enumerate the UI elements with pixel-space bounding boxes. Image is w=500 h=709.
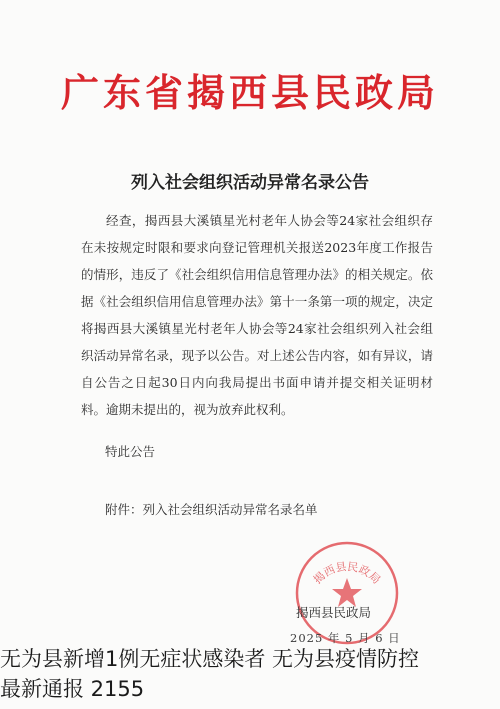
caption-line-1: 无为县新增1例无症状感染者 无为县疫情防控: [0, 647, 420, 671]
body-paragraph: 经查，揭西县大溪镇星光村老年人协会等24家社会组织存在未按规定时限和要求向登记管理机关报送2023年度工作报告的情形，违反了《社会组织信用信息管理办法》的相关规定。依据《社会组织信用信息管理办法》第十一条第一项的规定，决定将揭西县大溪镇星光村老年人协会等24家社会组织列入社会组织活动异常名录，现予以公告。对上述公告内容，如有异议，请自公告之日起30日内向我局提出书面申请并提交相关证明材料。逾期未提出的，视为放弃此权利。: [81, 213, 433, 417]
attachment-line: 附件：列入社会组织活动异常名录名单: [105, 502, 318, 517]
caption-line-2: 最新通报 2155: [0, 677, 145, 701]
svg-text:揭西县民政局: 揭西县民政局: [311, 560, 383, 587]
document-title: 列入社会组织活动异常名录公告: [131, 173, 369, 193]
document-body: [81, 207, 433, 423]
document-header: 广东省揭西县民政局: [60, 70, 439, 115]
document-date: 2025 年 5 月 6 日: [290, 631, 401, 645]
closing-line: 特此公告: [105, 444, 156, 459]
caption-overlay: [0, 644, 500, 709]
signer-name: 揭西县民政局: [296, 605, 372, 620]
